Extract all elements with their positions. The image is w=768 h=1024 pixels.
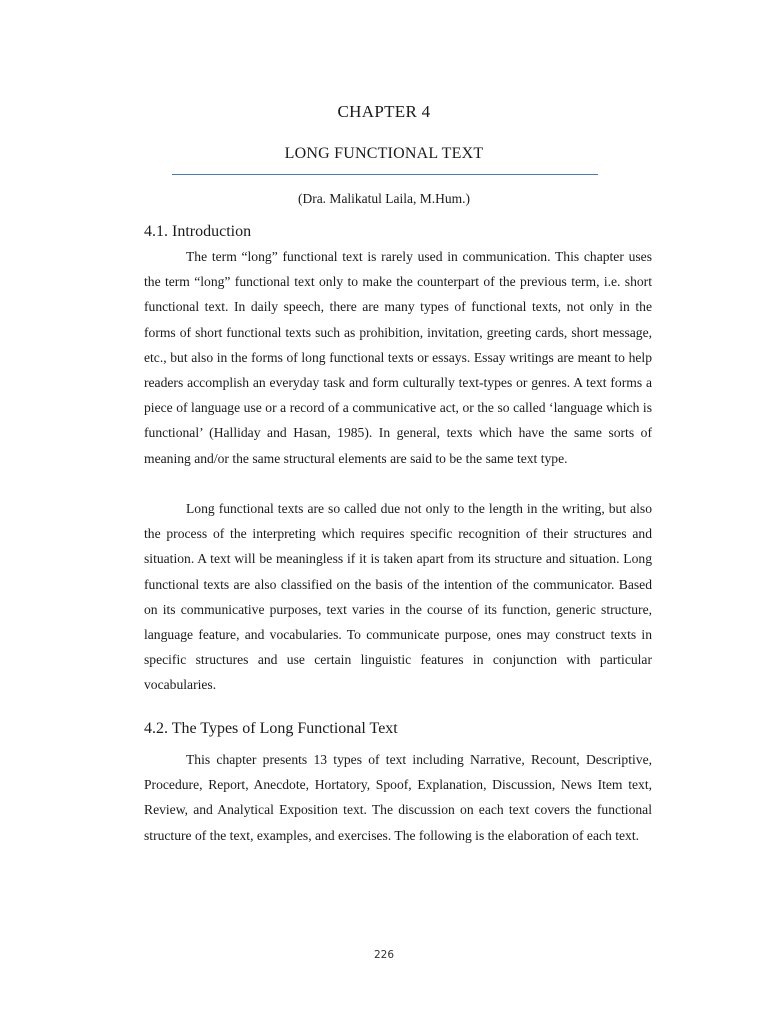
title-underline-rule [172, 174, 598, 175]
chapter-title: LONG FUNCTIONAL TEXT [284, 145, 484, 162]
page-number: 226 [373, 949, 395, 961]
section-heading-types: 4.2. The Types of Long Functional Text [144, 720, 398, 737]
section-heading-introduction: 4.1. Introduction [144, 223, 252, 240]
paragraph-intro-1: The term “long” functional text is rarely used in communication. This chapter uses the term “long” functional text only to make the counterpart of the previous term, i.e. short functional text. In daily speech, there are many types of functional texts, not only in the forms of short functional texts such as prohibition, invitation, greeting cards, short message, etc., but also in the forms of long functional texts or essays. Essay writings are meant to help readers accomplish an everyday task and form culturally text-types or genres. A text forms a piece of language use or a record of a communicative act, or the so called ‘language which is functional’ (Halliday and Hasan, 1985). In general, texts which have the same sorts of meaning and/or the same structural elements are said to be the same text type. [144, 249, 652, 466]
paragraph-types-1: This chapter presents 13 types of text including Narrative, Recount, Descriptive, Procedure, Report, Anecdote, Hortatory, Spoof, Explanation, Discussion, News Item text, Review, and Analytical Exposition text. The discussion on each text covers the functional structure of the text, examples, and exercises. The following is the elaboration of each text. [144, 752, 652, 843]
chapter-author: (Dra. Malikatul Laila, M.Hum.) [297, 191, 471, 206]
chapter-number: CHAPTER 4 [337, 102, 431, 121]
paragraph-intro-2: Long functional texts are so called due not only to the length in the writing, but also the process of the interpreting which requires specific recognition of their structures and situation. A text will be meaningless if it is taken apart from its structure and situation. Long functional texts are also classified on the basis of the intention of the communicator. Based on its communicative purposes, text varies in the course of its function, generic structure, language feature, and vocabularies. To communicate purpose, ones may construct texts in specific structures and use certain linguistic features in conjunction with particular vocabularies. [144, 501, 652, 693]
